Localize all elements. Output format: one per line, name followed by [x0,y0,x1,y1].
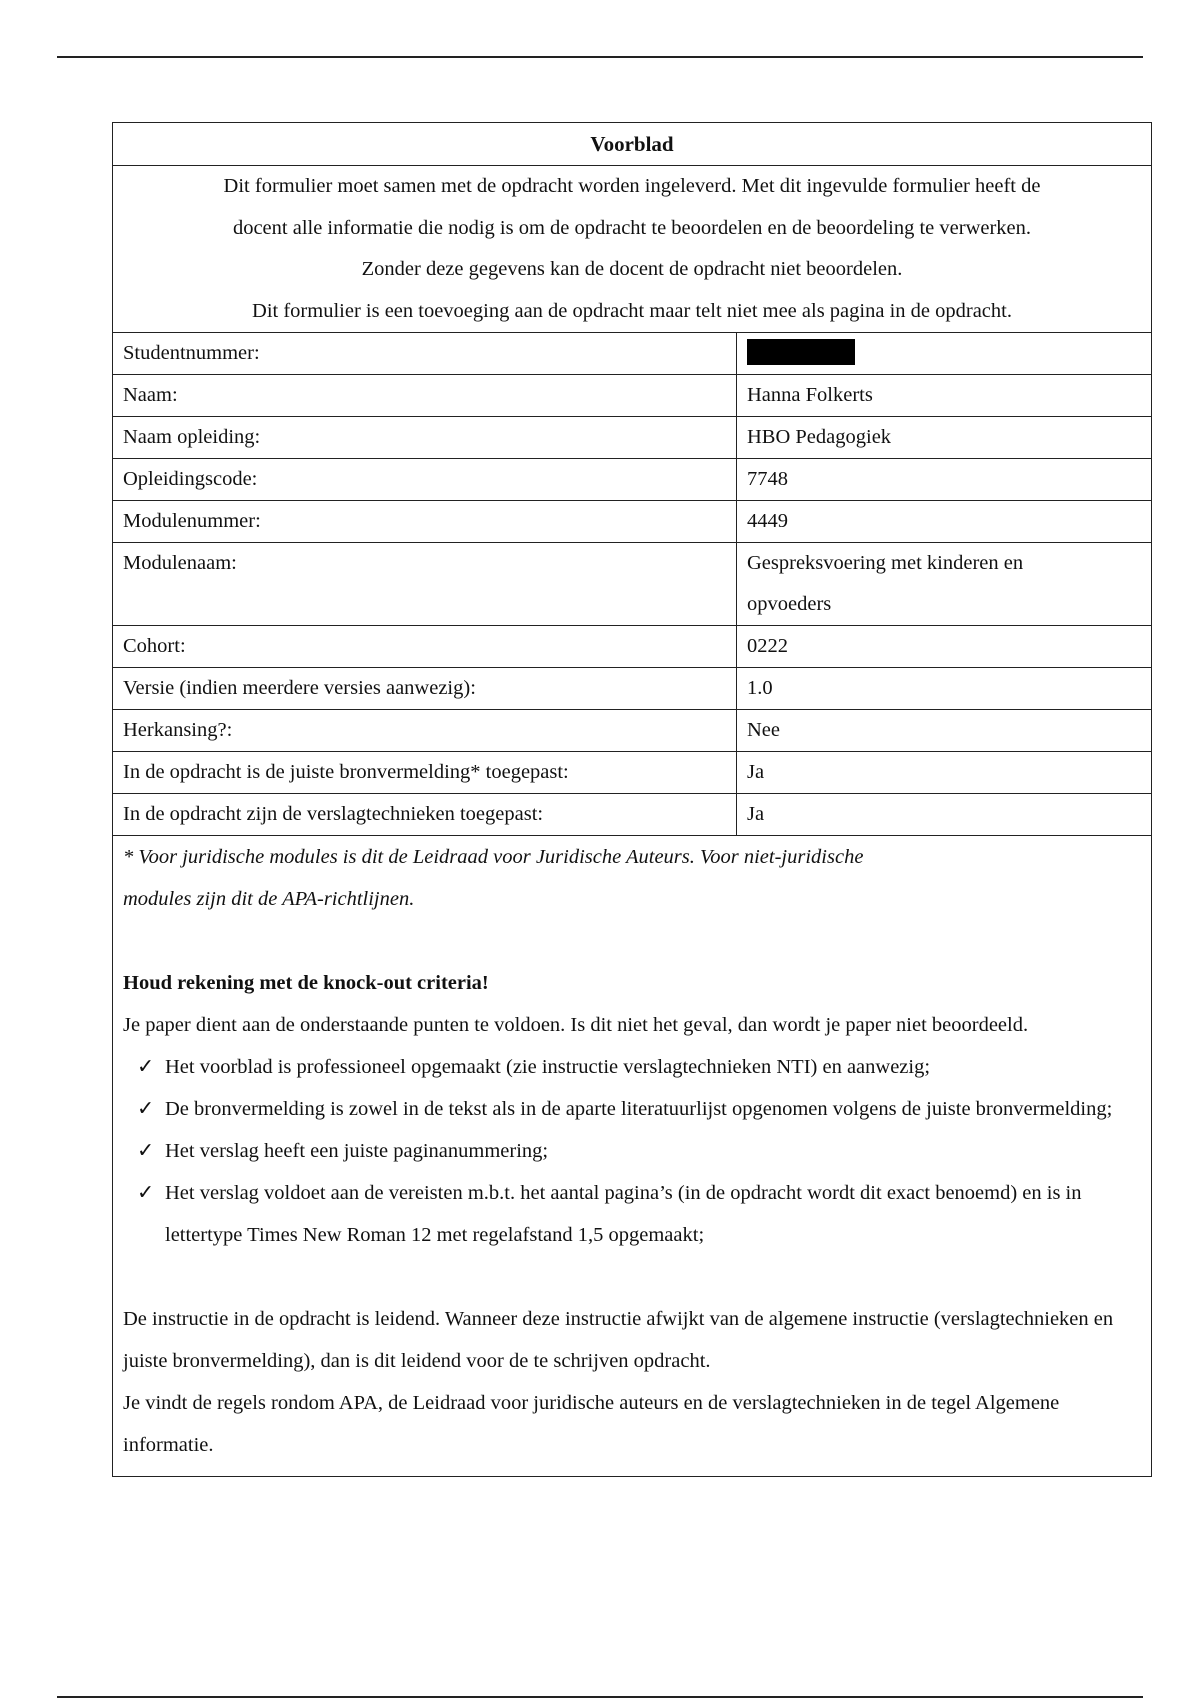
check-icon: ✓ [137,1182,155,1204]
row-label: Herkansing?: [113,710,737,751]
row-value: Ja [747,761,765,783]
row-studentnummer [113,333,1151,375]
check-icon: ✓ [137,1140,155,1162]
redacted-value [747,339,855,365]
criterion-text: Het verslag voldoet aan de vereisten m.b.t. het aantal pagina’s (in de opdracht wordt dit exact benoemd) en is in lettertype Times New Roman 12 met regelafstand 1,5 opgemaakt; [165,1182,1082,1246]
row-label: Naam opleiding: [113,417,737,458]
notes-section [113,836,1151,1476]
row-herkansing [113,710,1151,752]
row-value: 4449 [747,510,788,532]
row-naam [113,375,1151,417]
row-value: 1.0 [747,677,773,699]
criterion-text: Het verslag heeft een juiste paginanummering; [165,1140,549,1162]
row-bronvermelding [113,752,1151,794]
row-label: Modulenaam: [113,543,737,625]
criteria-list [123,1046,1141,1256]
closing-paragraph: Je vindt de regels rondom APA, de Leidraad voor juridische auteurs en de verslagtechnieken in de tegel Algemene informatie. [123,1392,1060,1456]
row-value: Nee [747,719,781,741]
row-label: In de opdracht is de juiste bronvermelding* toegepast: [113,752,737,793]
row-label: In de opdracht zijn de verslagtechnieken toegepast: [113,794,737,835]
row-label: Modulenummer: [113,501,737,542]
list-item [137,1088,1141,1130]
knockout-heading: Houd rekening met de knock-out criteria! [123,972,489,994]
row-naam-opleiding [113,417,1151,459]
row-verslagtechnieken [113,794,1151,836]
row-value [737,333,1151,374]
intro-line: Zonder deze gegevens kan de docent de opdracht niet beoordelen. [361,258,903,280]
row-modulenummer [113,501,1151,543]
footnote-line: modules zijn dit de APA-richtlijnen. [123,888,415,910]
closing-paragraph: De instructie in de opdracht is leidend. Wanneer deze instructie afwijkt van de algemene instructie (verslagtechnieken en juiste bronvermelding), dan is dit leidend voor de te schrijven opdracht. [123,1308,1114,1372]
row-versie [113,668,1151,710]
row-modulenaam [113,543,1151,626]
row-value: Hanna Folkerts [747,384,873,406]
row-label: Naam: [113,375,737,416]
criterion-text: Het voorblad is professioneel opgemaakt (zie instructie verslagtechnieken NTI) en aanwezig; [165,1056,931,1078]
form-intro [113,166,1151,333]
check-icon: ✓ [137,1056,155,1078]
intro-line: docent alle informatie die nodig is om de opdracht te beoordelen en de beoordeling te verwerken. [232,216,1032,239]
row-cohort [113,626,1151,668]
row-label: Studentnummer: [113,333,737,374]
list-item [137,1172,1141,1256]
row-value: 7748 [747,468,788,490]
criterion-text: De bronvermelding is zowel in de tekst als in de aparte literatuurlijst opgenomen volgens de juiste bronvermelding; [165,1098,1113,1120]
knockout-intro: Je paper dient aan de onderstaande punten te voldoen. Is dit niet het geval, dan wordt je paper niet beoordeeld. [123,1014,1029,1036]
row-label: Cohort: [113,626,737,667]
row-label: Versie (indien meerdere versies aanwezig): [113,668,737,709]
cover-form [112,122,1152,1477]
check-icon: ✓ [137,1098,155,1120]
intro-line: Dit formulier is een toevoeging aan de opdracht maar telt niet mee als pagina in de opdracht. [252,299,1012,322]
footer-rule [57,1696,1143,1698]
form-title: Voorblad [113,123,1151,166]
header-rule [57,56,1143,58]
row-opleidingscode [113,459,1151,501]
list-item [137,1130,1141,1172]
row-value: Ja [747,803,765,825]
row-value: Gespreksvoering met kinderen en opvoeders [747,552,1024,615]
intro-line: Dit formulier moet samen met de opdracht worden ingeleverd. Met dit ingevulde formulier heeft de [223,175,1041,197]
row-value: HBO Pedagogiek [747,426,892,448]
list-item [137,1046,1141,1088]
footnote-line: * Voor juridische modules is dit de Leidraad voor Juridische Auteurs. Voor niet-juridische [123,846,864,868]
row-value: 0222 [747,635,788,657]
row-label: Opleidingscode: [113,459,737,500]
